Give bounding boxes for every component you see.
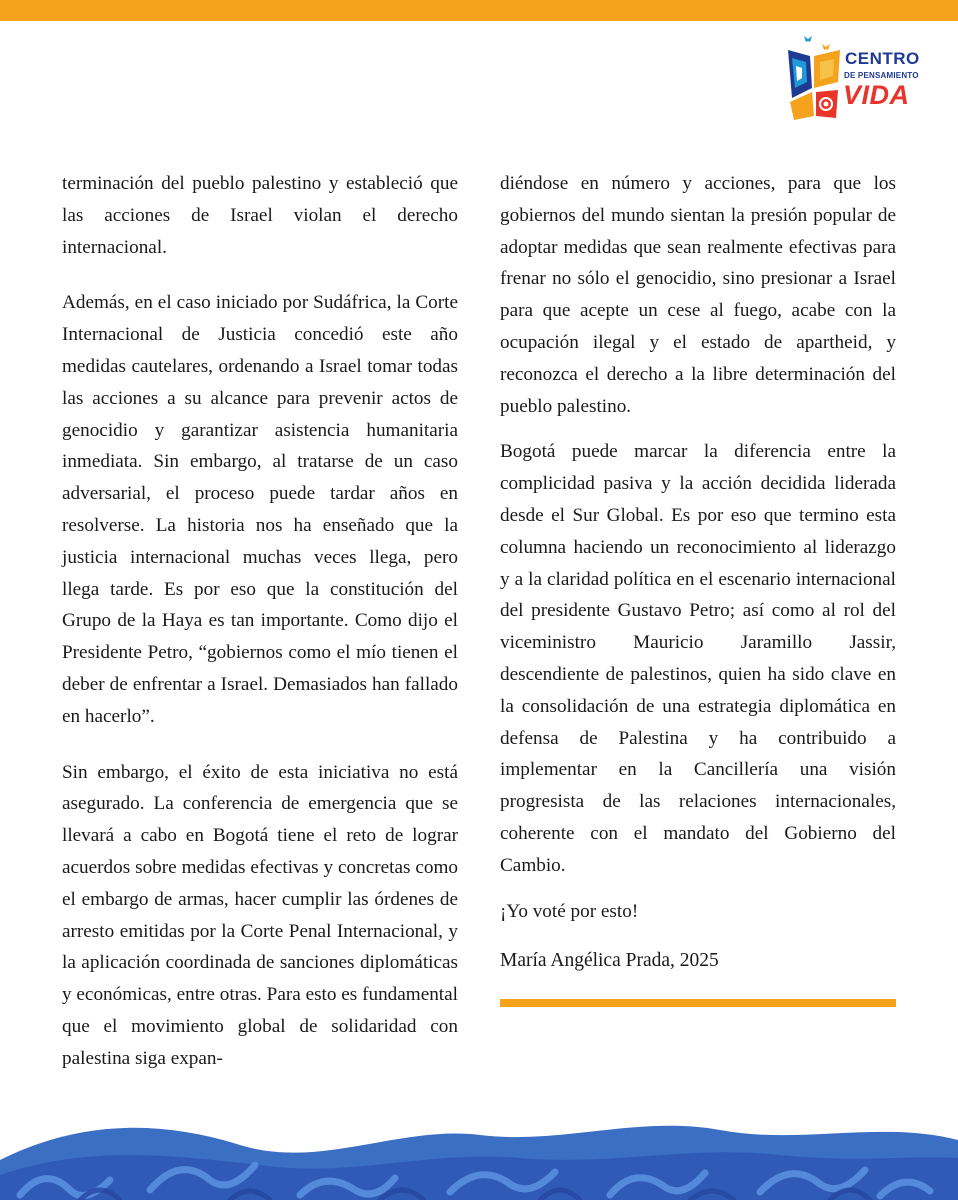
signature-divider-bar [500,999,896,1007]
centro-pensamiento-vida-logo [784,32,942,122]
paragraph: Sin embargo, el éxito de esta iniciativa no está asegurado. La conferencia de emergencia que se llevará a cabo en Bogotá tiene el reto de lograr acuerdos sobre medidas efectivas y concretas como el embargo de armas, hacer cumplir las órdenes de arresto emitidas por la Corte Penal Internacional, y la aplicación coordinada de sanciones diplomáticas y económicas, entre otras. Para esto es fundamental que el movimiento global de solidaridad con palestina siga expan- [62,761,458,1069]
closing-exclamation: ¡Yo voté por esto! [500,900,639,922]
right-text-column [500,168,896,1007]
butterfly-logo-icon [784,32,846,122]
paragraph: Bogotá puede marcar la diferencia entre la complicidad pasiva y la acción decidida liderada desde el Sur Global. Es por eso que termino esta columna haciendo un reconocimiento al liderazgo y a la claridad política en el escenario internacional del presidente Gustavo Petro; así como al rol del viceministro Mauricio Jaramillo Jassir, descendiente de palestinos, quien ha sido clave en la consolidación de una estrategia diplomática en defensa de Palestina y ha contribuido a implementar en la Cancillería una visión progresista de las relaciones internacionales, coherente con el mandato del Gobierno del Cambio. [500,441,896,876]
logo-text-de-pensamiento: DE PENSAMIENTO [844,71,919,80]
paragraph: diéndose en número y acciones, para que los gobiernos del mundo sientan la presión popular de adoptar medidas que sean realmente efectivas para frenar no sólo el genocidio, sino presionar a Israel para que acepte un cese al fuego, acabe con la ocupación ilegal y el estado de apartheid, y reconozca el derecho a la libre determinación del pueblo palestino. [500,173,896,417]
logo-text-centro: CENTRO [845,49,920,68]
author-signature: María Angélica Prada, 2025 [500,950,719,972]
top-accent-bar [0,0,958,21]
paragraph: terminación del pueblo palestino y estableció que las acciones de Israel violan el derecho internacional. [62,173,458,258]
paragraph: Además, en el caso iniciado por Sudáfrica, la Corte Internacional de Justicia concedió este año medidas cautelares, ordenando a Israel tomar todas las acciones a su alcance para prevenir actos de genocidio y garantizar asistencia humanitaria inmediata. Sin embargo, al tratarse de un caso adversarial, el proceso puede tardar años en resolverse. La historia nos ha enseñado que la justicia internacional muchas veces llega, pero llega tarde. Es por eso que la constitución del Grupo de la Haya es tan importante. Como dijo el Presidente Petro, “gobiernos como el mío tienen el deber de enfrentar a Israel. Demasiados han fallado en hacerlo”. [62,292,458,727]
left-text-column [62,168,458,1099]
decorative-wave-footer [0,1100,958,1200]
logo-text-vida: VIDA [843,80,910,110]
